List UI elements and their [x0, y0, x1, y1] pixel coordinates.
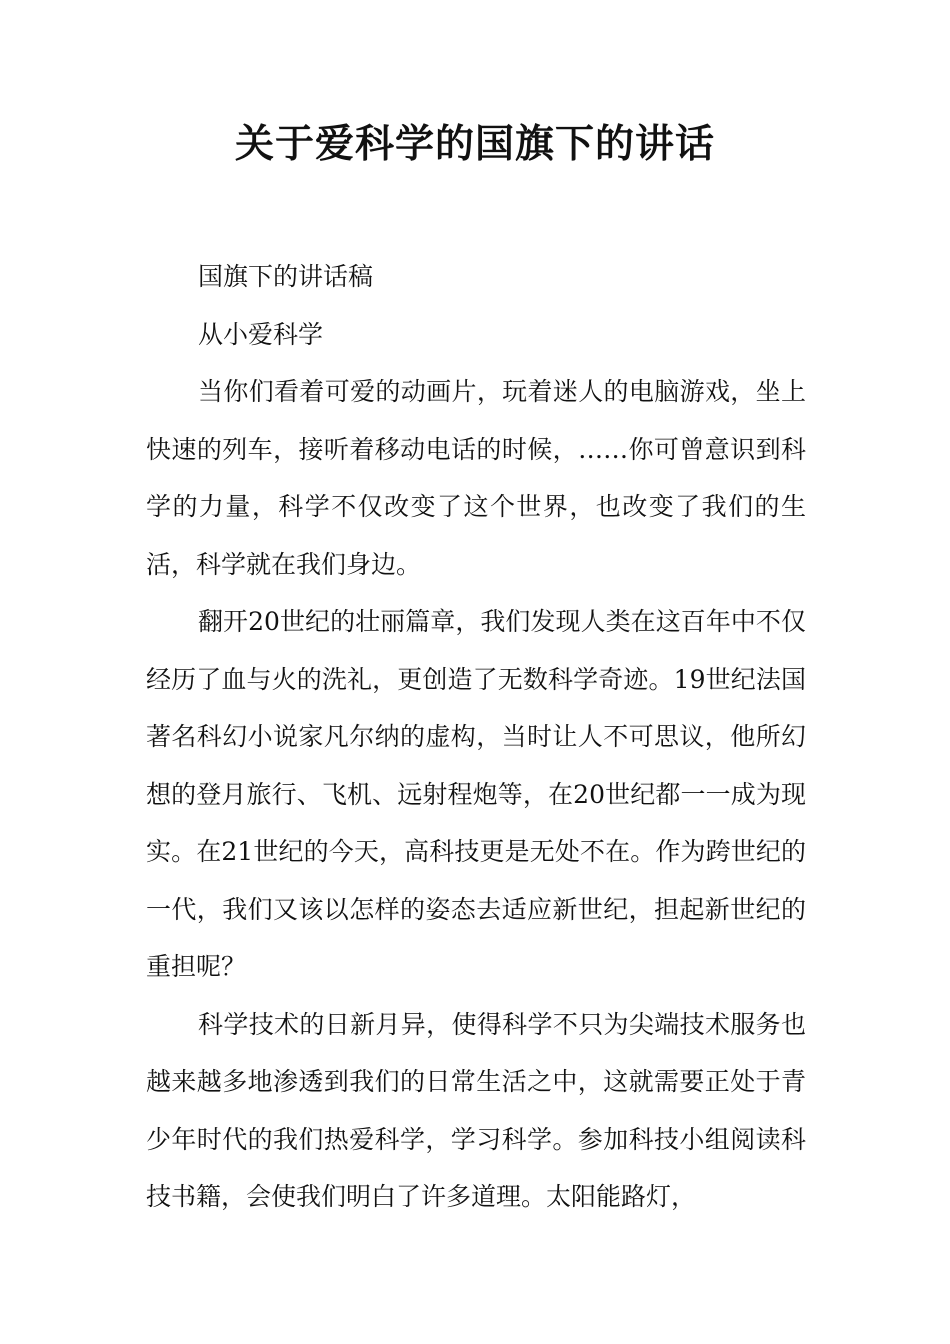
- paragraph-heading: 从小爱科学: [198, 319, 324, 349]
- paragraph: 科学技术的日新月异，使得科学不只为尖端技术服务也越来越多地渗透到我们的日常生活之中，这就需要正处于青少年时代的我们热爱科学，学习科学。参加科技小组阅读科技书籍，会使我们明白了许多道理。太阳能路灯，: [146, 1009, 806, 1211]
- paragraph: 当你们看着可爱的动画片，玩着迷人的电脑游戏，坐上快速的列车，接听着移动电话的时候，……你可曾意识到科学的力量，科学不仅改变了这个世界，也改变了我们的生活，科学就在我们身边。: [146, 377, 806, 579]
- document-body: [146, 248, 806, 1226]
- paragraph-subtitle: 国旗下的讲话稿: [198, 262, 374, 291]
- paragraph: 翻开20世纪的壮丽篇章，我们发现人类在这百年中不仅经历了血与火的洗礼，更创造了无数科学奇迹。19世纪法国著名科幻小说家凡尔纳的虚构，当时让人不可思议，他所幻想的登月旅行、飞机、远射程炮等，在20世纪都一一成为现实。在21世纪的今天，高科技更是无处不在。作为跨世纪的一代，我们又该以怎样的姿态去适应新世纪，担起新世纪的重担呢？: [146, 607, 806, 981]
- document-title: 关于爱科学的国旗下的讲话: [234, 121, 715, 167]
